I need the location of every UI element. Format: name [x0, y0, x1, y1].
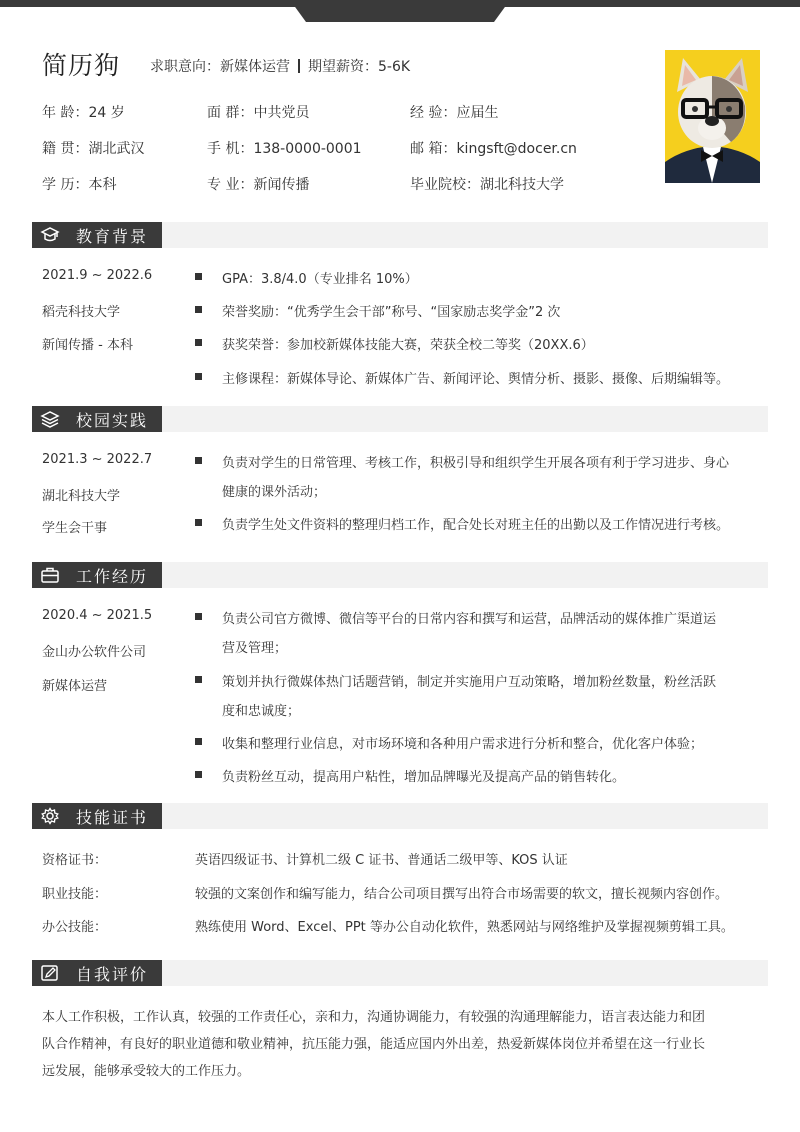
- campus-org: 湖北科技大学: [42, 489, 121, 504]
- bullet: [195, 457, 202, 464]
- gear-icon: [40, 807, 60, 825]
- self-evaluation-line: 本人工作积极，工作认真，较强的工作责任心，亲和力，沟通协调能力，有较强的沟通理解能力，语言表达能力和团: [42, 1010, 706, 1025]
- edit-icon: [40, 964, 60, 982]
- skill-label: 办公技能：: [42, 920, 108, 935]
- work-date: 2020.4 ~ 2021.5: [42, 608, 153, 623]
- bullet: [195, 676, 202, 683]
- self-evaluation-text: [42, 1004, 705, 1085]
- job-intent-line: [150, 56, 410, 76]
- info-age: 年 龄：24 岁: [42, 105, 125, 121]
- work-item-continued: 度和忠诚度；: [222, 704, 301, 719]
- campus-item: 负责对学生的日常管理、考核工作，积极引导和组织学生开展各项有利于学习进步、身心: [222, 456, 730, 471]
- bullet: [195, 738, 202, 745]
- section-header-campus: [32, 406, 768, 432]
- section-title: 教育背景: [76, 227, 149, 246]
- self-evaluation-line: 队合作精神，有良好的职业道德和敬业精神，抗压能力强，能适应国内外出差，热爱新媒体岗位并希望在这一行业长: [42, 1037, 706, 1052]
- info-school: 毕业院校：湖北科技大学: [410, 177, 564, 193]
- bullet: [195, 306, 202, 313]
- info-experience: 经 验：应届生: [410, 105, 499, 121]
- campus-date: 2021.3 ~ 2022.7: [42, 452, 153, 467]
- section-header-self: [32, 960, 768, 986]
- separator: [298, 59, 300, 73]
- work-item: 负责公司官方微博、微信等平台的日常内容和撰写和运营，品牌活动的媒体推广渠道运: [222, 612, 717, 627]
- education-item: 获奖荣誉：参加校新媒体技能大赛，荣获全校二等奖（20XX.6）: [222, 338, 594, 353]
- bullet: [195, 519, 202, 526]
- work-org: 金山办公软件公司: [42, 645, 147, 660]
- section-title: 自我评价: [76, 965, 149, 984]
- self-evaluation-line: 远发展，能够承受较大的工作压力。: [42, 1064, 251, 1079]
- skill-label: 资格证书：: [42, 853, 108, 868]
- info-major: 专 业：新闻传播: [207, 177, 310, 193]
- work-item: 策划并执行微媒体热门话题营销，制定并实施用户互动策略，增加粉丝数量，粉丝活跃: [222, 675, 717, 690]
- graduation-cap-icon: [40, 226, 60, 244]
- skill-value: 英语四级证书、计算机二级 C 证书、普通话二级甲等、KOS 认证: [195, 853, 568, 868]
- top-tab: [290, 0, 510, 22]
- work-item: 收集和整理行业信息，对市场环境和各种用户需求进行分析和整合，优化客户体验；: [222, 737, 704, 752]
- candidate-name: 简历狗: [42, 51, 121, 80]
- section-title: 工作经历: [76, 567, 149, 586]
- section-title: 技能证书: [76, 808, 149, 827]
- work-role: 新媒体运营: [42, 679, 108, 694]
- work-item-continued: 营及管理；: [222, 641, 288, 656]
- info-native: 籍 贯：湖北武汉: [42, 141, 145, 157]
- work-item: 负责粉丝互动，提高用户粘性，增加品牌曝光及提高产品的销售转化。: [222, 770, 626, 785]
- info-phone: 手 机：138-0000-0001: [207, 141, 362, 157]
- bullet: [195, 613, 202, 620]
- education-org: 稻壳科技大学: [42, 305, 121, 320]
- education-item: GPA：3.8/4.0（专业排名 10%）: [222, 272, 418, 287]
- bullet: [195, 771, 202, 778]
- skill-label: 职业技能：: [42, 887, 108, 902]
- section-header-education: [32, 222, 768, 248]
- education-item: 主修课程：新媒体导论、新媒体广告、新闻评论、舆情分析、摄影、摄像、后期编辑等。: [222, 372, 730, 387]
- skill-value: 较强的文案创作和编写能力，结合公司项目撰写出符合市场需要的软文，擅长视频内容创作。: [195, 887, 729, 902]
- bullet: [195, 273, 202, 280]
- info-politics: 面 群：中共党员: [207, 105, 310, 121]
- layers-icon: [40, 410, 60, 428]
- education-item: 荣誉奖励：“优秀学生会干部”称号、“国家励志奖学金”2 次: [222, 305, 561, 320]
- education-date: 2021.9 ~ 2022.6: [42, 268, 153, 283]
- campus-role: 学生会干事: [42, 521, 108, 536]
- skill-value: 熟练使用 Word、Excel、PPt 等办公自动化软件，熟悉网站与网络维护及掌握视频剪辑工具。: [195, 920, 734, 935]
- job-intent: 求职意向：新媒体运营: [150, 59, 290, 75]
- expected-salary: 期望薪资：5-6K: [308, 59, 411, 75]
- info-email: 邮 箱：kingsft@docer.cn: [410, 141, 577, 157]
- section-title: 校园实践: [76, 411, 149, 430]
- bullet: [195, 373, 202, 380]
- info-degree: 学 历：本科: [42, 177, 117, 193]
- campus-item: 负责学生处文件资料的整理归档工作，配合处长对班主任的出勤以及工作情况进行考核。: [222, 518, 730, 533]
- campus-item-continued: 健康的课外活动；: [222, 485, 327, 500]
- section-header-work: [32, 562, 768, 588]
- section-header-skills: [32, 803, 768, 829]
- profile-photo: [665, 50, 760, 183]
- education-role: 新闻传播 - 本科: [42, 338, 133, 353]
- briefcase-icon: [40, 566, 60, 584]
- bullet: [195, 339, 202, 346]
